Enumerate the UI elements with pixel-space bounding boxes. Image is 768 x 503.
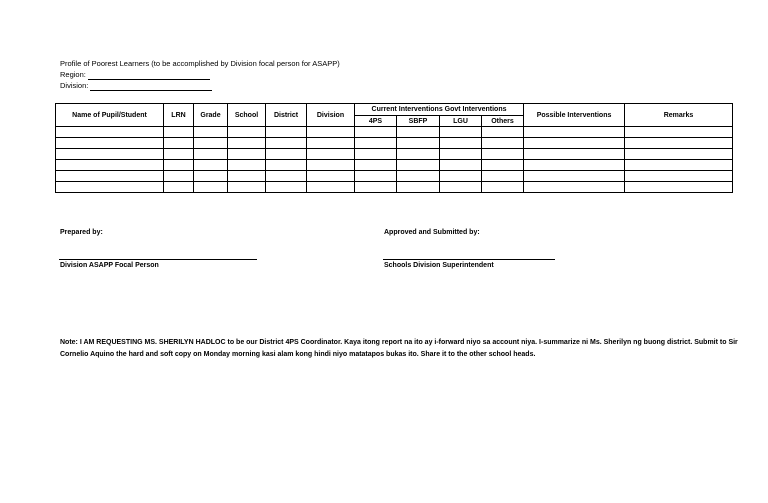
table-cell[interactable] [397,182,440,193]
table-cell[interactable] [56,127,164,138]
table-cell[interactable] [307,182,355,193]
table-row [56,127,733,138]
table-cell[interactable] [266,171,307,182]
table-cell[interactable] [307,138,355,149]
prepared-role: Division ASAPP Focal Person [60,262,159,269]
table-row [56,171,733,182]
table-cell[interactable] [266,138,307,149]
note-text: Note: I AM REQUESTING MS. SHERILYN HADLOC to be our District 4PS Coordinator. Kaya itong report na ito ay i-forward niyo sa account niya. I-summarize ni Ms. Sherilyn ng buong district. Submit to Sir Cornelio Aquino the hard and soft copy on Monday morning kasi alam kong hindi niyo matatapos bukas ito. Share it to the other school heads. [60,339,738,358]
form-title: Profile of Poorest Learners (to be accomplished by Division focal person for ASAPP) [60,59,340,68]
table-cell[interactable] [266,149,307,160]
table-cell[interactable] [307,171,355,182]
table-cell[interactable] [625,127,733,138]
table-cell[interactable] [482,138,524,149]
division-row [60,80,212,91]
table-cell[interactable] [194,182,228,193]
table-cell[interactable] [194,138,228,149]
table-cell[interactable] [355,182,397,193]
table-cell[interactable] [524,171,625,182]
table-cell[interactable] [482,149,524,160]
table-cell[interactable] [266,160,307,171]
table-cell[interactable] [397,127,440,138]
table-cell[interactable] [228,138,266,149]
table-cell[interactable] [397,160,440,171]
table-cell[interactable] [194,127,228,138]
table-cell[interactable] [524,160,625,171]
table-cell[interactable] [228,182,266,193]
table-cell[interactable] [56,171,164,182]
approved-role: Schools Division Superintendent [384,262,494,269]
table-cell[interactable] [228,160,266,171]
table-row [56,160,733,171]
col-remarks: Remarks [625,104,733,127]
table-cell[interactable] [355,138,397,149]
table-cell[interactable] [625,149,733,160]
table-cell[interactable] [56,182,164,193]
table-cell[interactable] [625,138,733,149]
col-4ps: 4PS [355,116,397,127]
approved-signature-line[interactable] [383,259,555,260]
table-cell[interactable] [625,182,733,193]
table-cell[interactable] [482,182,524,193]
table-cell[interactable] [164,127,194,138]
table-cell[interactable] [524,127,625,138]
table-cell[interactable] [56,160,164,171]
table-cell[interactable] [355,127,397,138]
col-others: Others [482,116,524,127]
table-cell[interactable] [625,171,733,182]
table-cell[interactable] [194,160,228,171]
table-cell[interactable] [440,149,482,160]
col-possible-interventions: Possible Interventions [524,104,625,127]
col-current-interventions: Current Interventions Govt Interventions [355,104,524,116]
table-cell[interactable] [228,149,266,160]
header-row-1 [56,104,733,116]
table-cell[interactable] [164,138,194,149]
table-cell[interactable] [482,127,524,138]
table-cell[interactable] [355,149,397,160]
table-cell[interactable] [307,149,355,160]
col-sbfp: SBFP [397,116,440,127]
region-label: Region: [60,70,86,79]
col-division: Division [307,104,355,127]
table-cell[interactable] [355,171,397,182]
table-cell[interactable] [164,160,194,171]
region-field[interactable] [88,71,210,80]
table-cell[interactable] [307,160,355,171]
table-cell[interactable] [194,149,228,160]
table-row [56,182,733,193]
table-cell[interactable] [397,171,440,182]
prepared-signature-line[interactable] [59,259,257,260]
table-cell[interactable] [482,160,524,171]
table-row [56,149,733,160]
table-cell[interactable] [266,127,307,138]
col-school: School [228,104,266,127]
table-cell[interactable] [164,182,194,193]
col-grade: Grade [194,104,228,127]
table-cell[interactable] [440,182,482,193]
col-name: Name of Pupil/Student [56,104,164,127]
table-cell[interactable] [56,138,164,149]
table-cell[interactable] [482,171,524,182]
col-lgu: LGU [440,116,482,127]
table-cell[interactable] [228,171,266,182]
table-cell[interactable] [194,171,228,182]
table-cell[interactable] [440,160,482,171]
table-cell[interactable] [440,127,482,138]
approved-label: Approved and Submitted by: [384,229,480,236]
table-cell[interactable] [397,149,440,160]
table-cell[interactable] [524,149,625,160]
learners-table [55,103,733,193]
table-cell[interactable] [266,182,307,193]
table-row [56,138,733,149]
table-cell[interactable] [56,149,164,160]
table-cell[interactable] [524,138,625,149]
prepared-label: Prepared by: [60,229,103,236]
table-cell[interactable] [440,171,482,182]
table-cell[interactable] [307,127,355,138]
division-label: Division: [60,81,89,90]
table-cell[interactable] [625,160,733,171]
table-cell[interactable] [164,149,194,160]
table-cell[interactable] [355,160,397,171]
table-cell[interactable] [524,182,625,193]
table-cell[interactable] [440,138,482,149]
col-lrn: LRN [164,104,194,127]
division-field[interactable] [90,82,212,91]
col-district: District [266,104,307,127]
region-row [60,69,210,80]
table-cell[interactable] [397,138,440,149]
table-cell[interactable] [228,127,266,138]
table-cell[interactable] [164,171,194,182]
